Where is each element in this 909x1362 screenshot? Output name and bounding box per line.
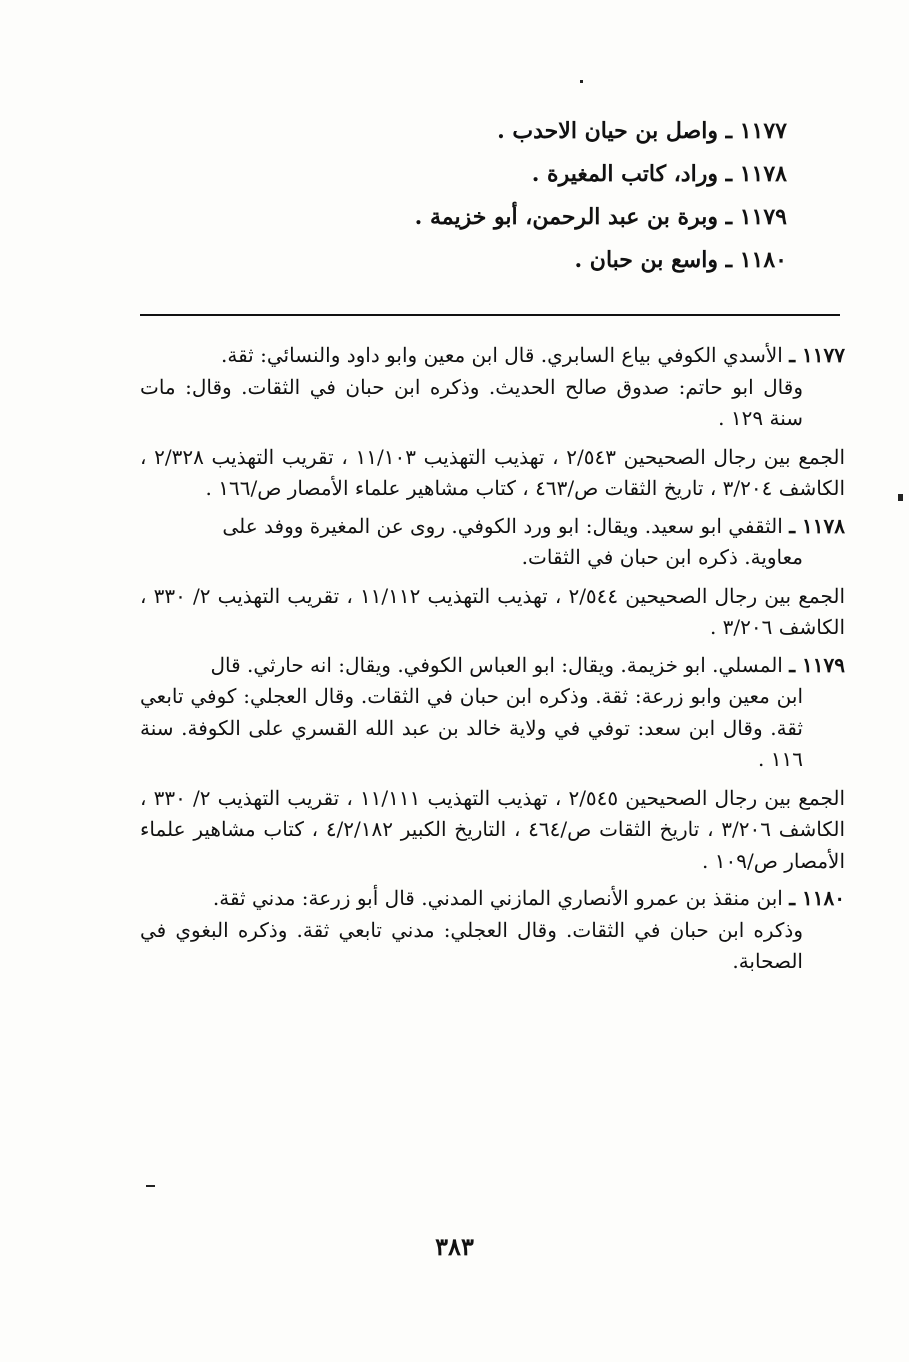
footnote-bio-rest: ابن معين وابو زرعة: ثقة. وذكره ابن حبان في الثقات. وقال العجلي: كوفي تابعي ثقة. وقال ابن سعد: توفي في ولاية خالد بن عبد الله القسري على الكوفة. سنة ١١٦ . <box>140 684 803 771</box>
footnote-sources: الجمع بين رجال الصحيحين ٢/٥٤٤ ، تهذيب التهذيب ١١/١١٢ ، تقريب التهذيب ٢/ ٣٣٠ ، الكاشف ٣/٢٠٦ . <box>140 583 846 639</box>
footnotes <box>140 340 845 984</box>
footnote-divider <box>140 314 840 316</box>
footnote-1180 <box>140 883 845 978</box>
footnote-1179 <box>140 650 845 878</box>
header-entry-1180: ١١٨٠ ـ واسع بن حبان . <box>574 247 787 273</box>
footnote-sources: الجمع بين رجال الصحيحين ٢/٥٤٣ ، تهذيب التهذيب ١١/١٠٣ ، تقريب التهذيب ٢/٣٢٨ ، الكاشف ٣/٢٠٤ ، تاريخ الثقات ص/٤٦٣ ، كتاب مشاهير علماء الأمصار ص/١٦٦ . <box>140 444 846 500</box>
footnote-bio-rest: وقال ابو حاتم: صدوق صالح الحديث. وذكره ابن حبان في الثقات. وقال: مات سنة ١٢٩ . <box>140 374 803 430</box>
footnote-bio-start: الأسدي الكوفي بياع السابري. قال ابن معين وابو داود والنسائي: ثقة. <box>220 343 783 367</box>
header-entry-1179: ١١٧٩ ـ وبرة بن عبد الرحمن، أبو خزيمة . <box>414 204 787 230</box>
footnote-bio-start: المسلي. ابو خزيمة. ويقال: ابو العباس الكوفي. ويقال: انه حارثي. قال <box>210 652 783 677</box>
footnote-number: ١١٨٠ ـ <box>789 886 845 910</box>
footnote-bio-rest: معاوية. ذكره ابن حبان في الثقات. <box>521 545 803 569</box>
footnote-1178 <box>140 511 845 644</box>
header-entry-list <box>227 110 787 282</box>
ink-mark <box>898 494 903 501</box>
footnote-bio-rest: وذكره ابن حبان في الثقات. وقال العجلي: مدني تابعي ثقة. وذكره البغوي في الصحابة. <box>140 917 803 973</box>
footnote-first-line <box>140 650 845 682</box>
ink-mark <box>146 1185 155 1187</box>
header-entry-1177: ١١٧٧ ـ واصل بن حيان الاحدب . <box>497 118 787 144</box>
footnote-number: ١١٧٧ ـ <box>789 343 845 367</box>
page-number: ٣٨٣ <box>435 1232 474 1261</box>
footnote-1177 <box>140 340 845 505</box>
ink-dot <box>580 80 583 83</box>
footnote-first-line <box>140 883 845 915</box>
footnote-number: ١١٧٨ ـ <box>789 513 845 538</box>
footnote-first-line <box>140 340 845 372</box>
footnote-number: ١١٧٩ ـ <box>789 652 845 677</box>
header-entry-1178: ١١٧٨ ـ وراد، كاتب المغيرة . <box>531 161 787 187</box>
footnote-sources: الجمع بين رجال الصحيحين ٢/٥٤٥ ، تهذيب التهذيب ١١/١١١ ، تقريب التهذيب ٢/ ٣٣٠ ، الكاشف ٣/٢٠٦ ، تاريخ الثقات ص/٤٦٤ ، التاريخ الكبير ٤/٢/١٨٢ ، كتاب مشاهير علماء الأمصار ص/١٠٩ . <box>140 785 846 873</box>
footnote-bio-start: الثقفي ابو سعيد. ويقال: ابو ورد الكوفي. روى عن المغيرة ووفد على <box>222 513 783 538</box>
footnote-bio-start: ابن منقذ بن عمرو الأنصاري المازني المدني. قال أبو زرعة: مدني ثقة. <box>212 886 783 910</box>
footnote-first-line <box>140 511 845 543</box>
